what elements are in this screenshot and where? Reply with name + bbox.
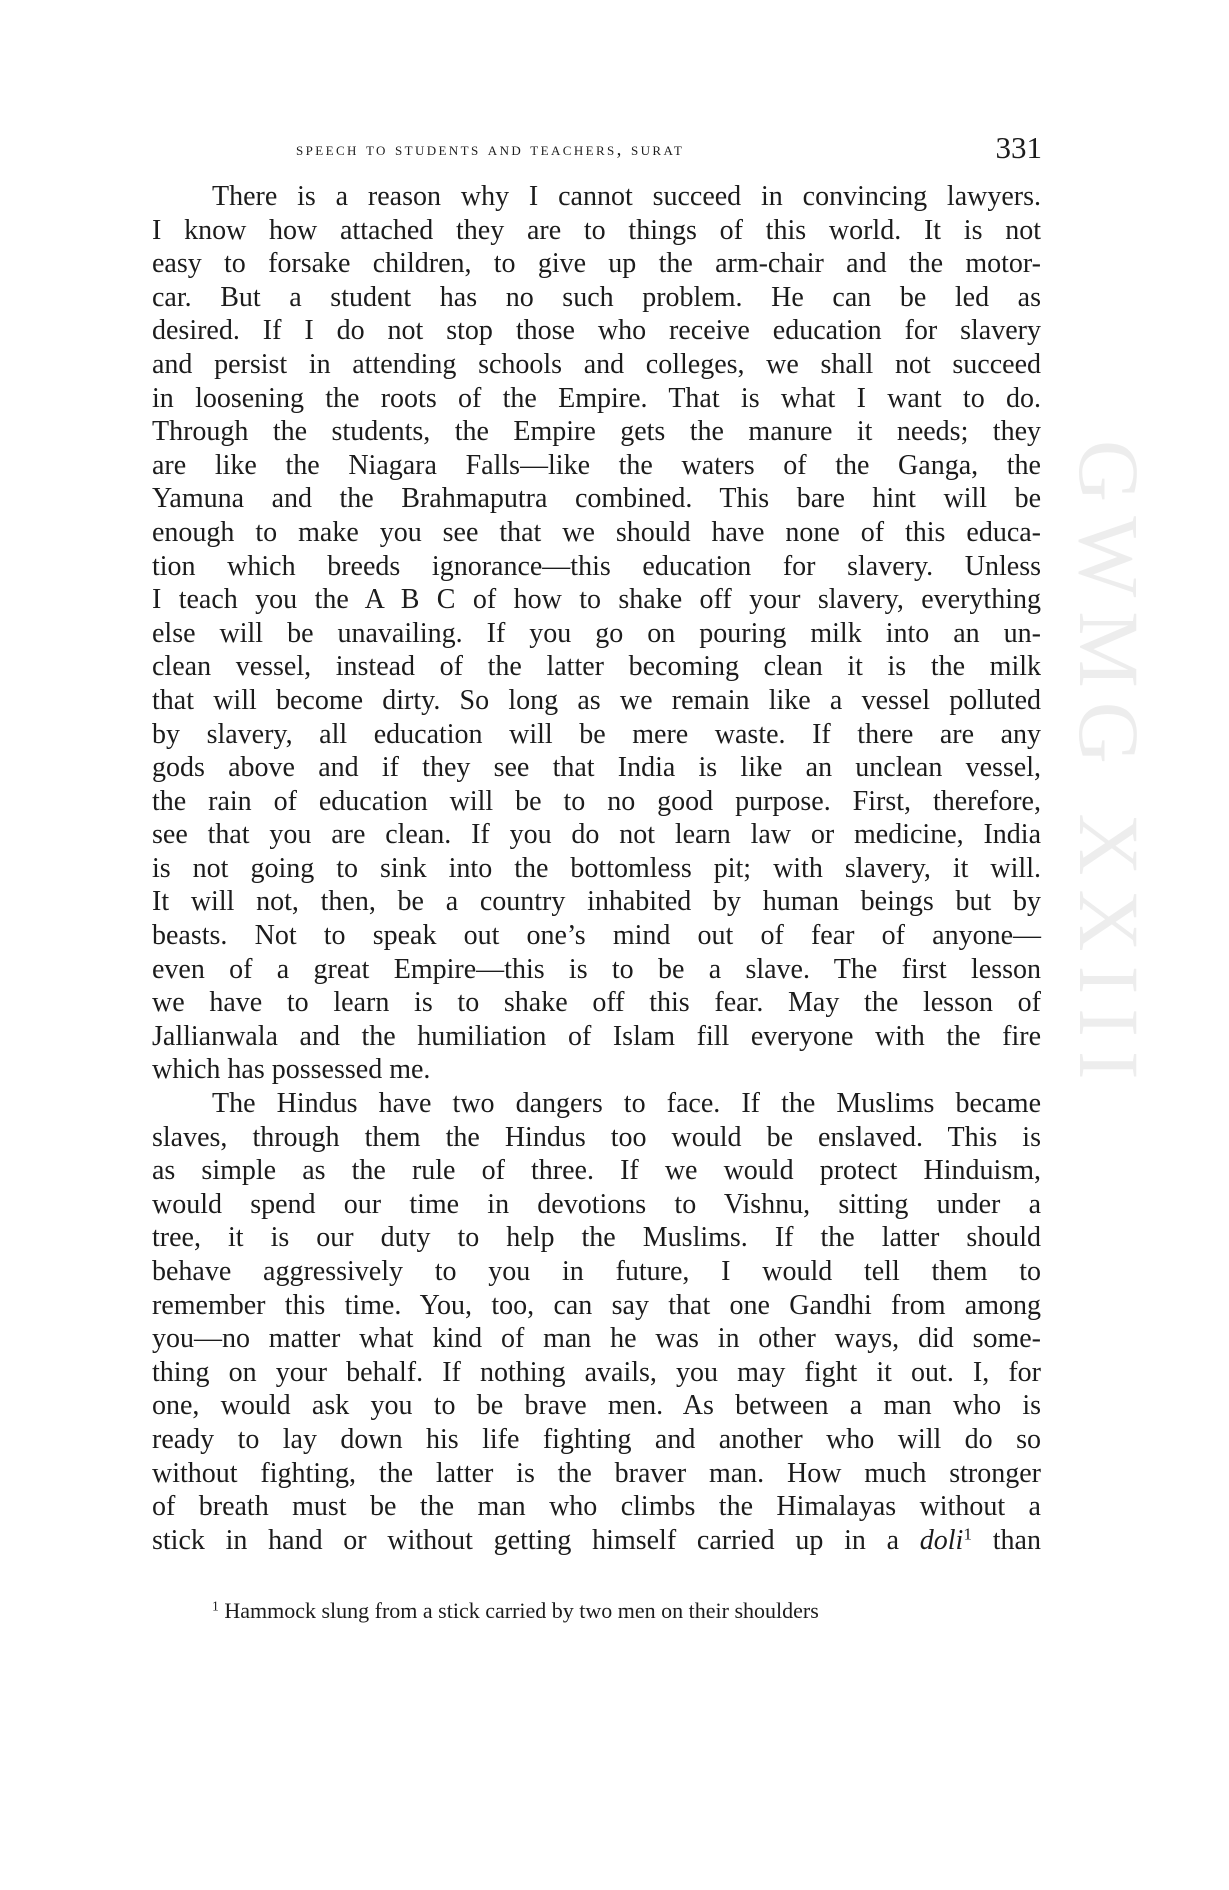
text-segment: than (972, 1524, 1041, 1556)
running-head: speech to students and teachers, surat (296, 139, 685, 160)
text-line: Yamuna and the Brahmaputra combined. This bare hint will be (152, 483, 1041, 515)
text-line: enough to make you see that we should have none of this educa- (152, 516, 1041, 548)
text-line: one, would ask you to be brave men. As between a man who is (152, 1390, 1041, 1422)
text-line: tion which breeds ignorance—this education for slavery. Unless (152, 550, 1041, 582)
page-header (152, 130, 1042, 170)
text-line: tree, it is our duty to help the Muslims. If the latter should (152, 1222, 1041, 1254)
paragraph-1 (152, 180, 1041, 1087)
text-line: It will not, then, be a country inhabited by human beings but by (152, 886, 1041, 918)
footnote-marker: 1 (212, 1598, 219, 1614)
text-line: else will be unavailing. If you go on pouring milk into an un- (152, 617, 1041, 649)
body-text (152, 180, 1041, 1557)
text-line: that will become dirty. So long as we remain like a vessel polluted (152, 684, 1041, 716)
text-line: and persist in attending schools and colleges, we shall not succeed (152, 348, 1041, 380)
text-line: beasts. Not to speak out one’s mind out of fear of anyone— (152, 920, 1041, 952)
footnote-reference: 1 (963, 1524, 973, 1544)
text-line: in loosening the roots of the Empire. That is what I want to do. (152, 382, 1041, 414)
paragraph-2 (152, 1087, 1041, 1557)
text-line: are like the Niagara Falls—like the waters of the Ganga, the (152, 449, 1041, 481)
text-line: desired. If I do not stop those who receive education for slavery (152, 315, 1041, 347)
text-line: even of a great Empire—this is to be a slave. The first lesson (152, 953, 1041, 985)
page-number: 331 (995, 130, 1042, 165)
footnote-text: Hammock slung from a stick carried by two men on their shoulders (224, 1598, 819, 1623)
text-line: without fighting, the latter is the braver man. How much stronger (152, 1457, 1041, 1489)
text-line: car. But a student has no such problem. He can be led as (152, 281, 1041, 313)
text-line: which has possessed me. (152, 1054, 431, 1086)
text-line: There is a reason why I cannot succeed in convincing lawyers. (212, 181, 1041, 212)
italic-term: doli (919, 1524, 964, 1556)
text-line: of breath must be the man who climbs the Himalayas without a (152, 1491, 1041, 1523)
text-line: see that you are clean. If you do not learn law or medicine, India (152, 819, 1041, 851)
text-line: behave aggressively to you in future, I would tell them to (152, 1256, 1041, 1287)
text-segment: stick in hand or without getting himself carried up in a (152, 1524, 920, 1556)
text-line: ready to lay down his life fighting and another who will do so (152, 1423, 1041, 1455)
text-line: slaves, through them the Hindus too would be enslaved. This is (152, 1121, 1041, 1153)
text-line: The Hindus have two dangers to face. If the Muslims became (212, 1088, 1041, 1120)
text-line: remember this time. You, too, can say that one Gandhi from among (152, 1289, 1041, 1321)
text-line: by slavery, all education will be mere waste. If there are any (152, 718, 1041, 750)
text-line: gods above and if they see that India is like an unclean vessel, (152, 752, 1041, 784)
text-line: is not going to sink into the bottomless pit; with slavery, it will. (152, 852, 1041, 884)
footnote (212, 1597, 1032, 1625)
text-line (152, 1524, 1041, 1558)
text-line: Jallianwala and the humiliation of Islam fill everyone with the fire (152, 1020, 1041, 1052)
text-line: Through the students, the Empire gets the manure it needs; they (152, 416, 1041, 448)
text-line: would spend our time in devotions to Vishnu, sitting under a (152, 1188, 1041, 1220)
text-line: easy to forsake children, to give up the arm-chair and the motor- (152, 248, 1041, 280)
text-line: as simple as the rule of three. If we would protect Hinduism, (152, 1155, 1041, 1187)
text-line: we have to learn is to shake off this fear. May the lesson of (152, 987, 1041, 1019)
text-line: clean vessel, instead of the latter becoming clean it is the milk (152, 651, 1041, 683)
text-line: thing on your behalf. If nothing avails, you may fight it out. I, for (152, 1356, 1041, 1388)
text-line: I know how attached they are to things of this world. It is not (152, 214, 1041, 246)
text-line: the rain of education will be to no good purpose. First, therefore, (152, 785, 1041, 817)
text-line: I teach you the A B C of how to shake off your slavery, everything (152, 584, 1041, 616)
watermark-text: GWMG XXIII (1061, 440, 1157, 1094)
watermark (1061, 440, 1158, 1440)
text-line: you—no matter what kind of man he was in other ways, did some- (152, 1323, 1041, 1355)
